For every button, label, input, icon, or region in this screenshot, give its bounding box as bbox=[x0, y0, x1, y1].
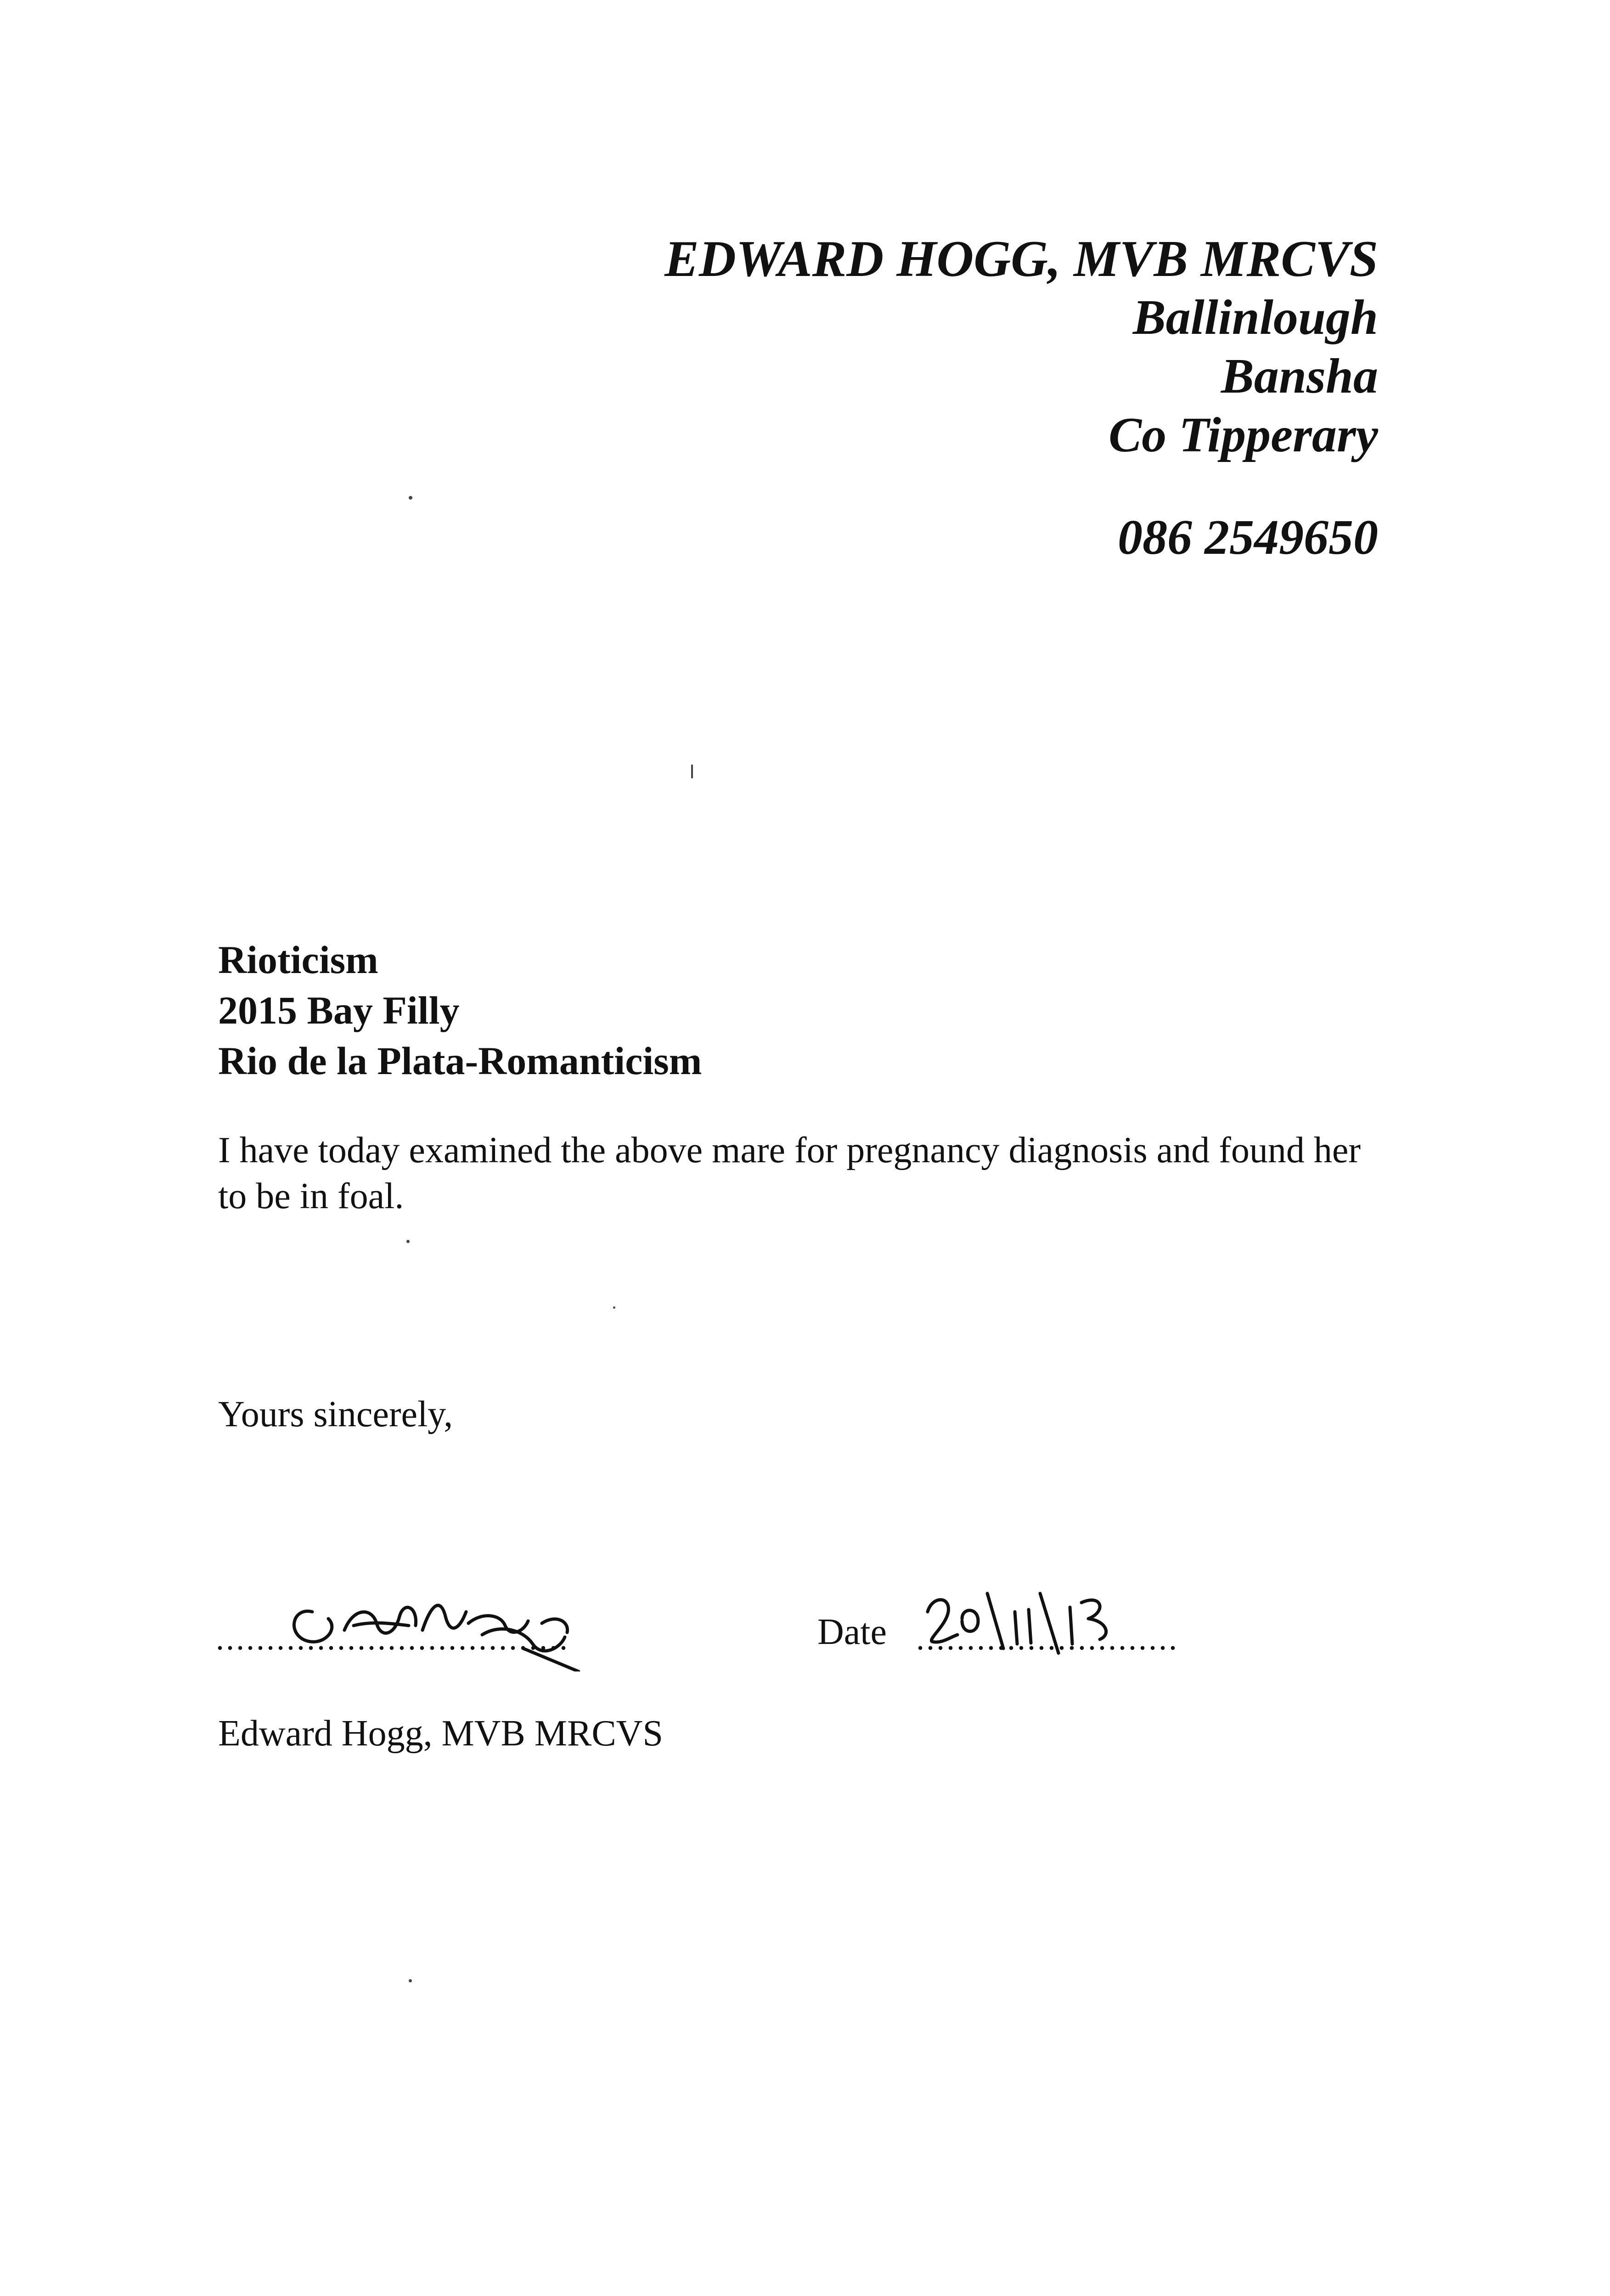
scan-speck bbox=[613, 1306, 615, 1309]
phone-number: 086 2549650 bbox=[1118, 510, 1378, 565]
signatory-name: Edward Hogg, MVB MRCVS bbox=[218, 1713, 663, 1754]
address-line-2: Bansha bbox=[1221, 349, 1378, 404]
date-area bbox=[817, 1593, 1231, 1658]
body-paragraph: I have today examined the above mare for pregnancy diagnosis and found her to be in foal. bbox=[218, 1130, 1361, 1216]
address-line-1: Ballinlough bbox=[1132, 290, 1378, 345]
scan-speck bbox=[691, 765, 693, 778]
horse-pedigree: Rio de la Plata-Romanticism bbox=[218, 1039, 702, 1083]
horse-description: 2015 Bay Filly bbox=[218, 988, 460, 1032]
scan-speck bbox=[409, 1979, 412, 1982]
scan-speck bbox=[406, 1240, 410, 1243]
handwritten-signature bbox=[285, 1580, 634, 1671]
scan-speck bbox=[409, 496, 412, 500]
vet-name: EDWARD HOGG, MVB MRCVS bbox=[664, 231, 1378, 287]
signature-area bbox=[216, 1593, 647, 1658]
date-dots: .......................... bbox=[916, 1620, 1179, 1657]
subject-block bbox=[218, 934, 702, 1086]
signature-dots: ................................... bbox=[216, 1620, 569, 1657]
closing-salutation: Yours sincerely, bbox=[218, 1394, 453, 1435]
horse-name: Rioticism bbox=[218, 938, 378, 982]
address-line-3: Co Tipperary bbox=[1109, 408, 1378, 462]
date-label: Date bbox=[817, 1612, 887, 1652]
handwritten-date bbox=[918, 1575, 1139, 1662]
letterhead bbox=[664, 230, 1378, 567]
